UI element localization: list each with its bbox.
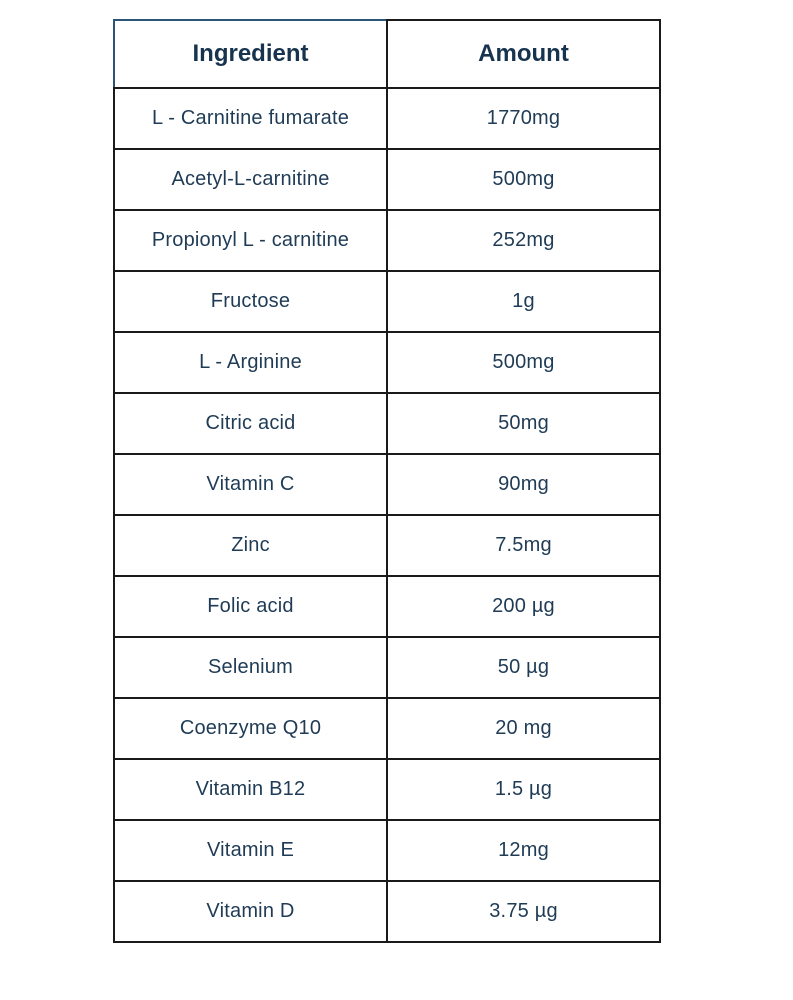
amount-cell: 500mg: [387, 149, 660, 210]
amount-cell: 3.75 µg: [387, 881, 660, 942]
ingredient-column-header: Ingredient: [114, 20, 387, 88]
ingredient-cell: L - Arginine: [114, 332, 387, 393]
amount-cell: 90mg: [387, 454, 660, 515]
table-row: [114, 698, 660, 759]
table-row: [114, 637, 660, 698]
ingredient-cell: Vitamin E: [114, 820, 387, 881]
amount-cell: 20 mg: [387, 698, 660, 759]
ingredient-cell: Propionyl L - carnitine: [114, 210, 387, 271]
ingredient-cell: L - Carnitine fumarate: [114, 88, 387, 149]
table-row: [114, 576, 660, 637]
amount-cell: 50 µg: [387, 637, 660, 698]
table-row: [114, 271, 660, 332]
amount-cell: 1770mg: [387, 88, 660, 149]
table-row: [114, 820, 660, 881]
ingredient-cell: Zinc: [114, 515, 387, 576]
ingredient-cell: Selenium: [114, 637, 387, 698]
amount-cell: 200 µg: [387, 576, 660, 637]
ingredient-cell: Vitamin B12: [114, 759, 387, 820]
table-row: [114, 515, 660, 576]
amount-cell: 1g: [387, 271, 660, 332]
ingredient-cell: Coenzyme Q10: [114, 698, 387, 759]
amount-cell: 7.5mg: [387, 515, 660, 576]
amount-cell: 12mg: [387, 820, 660, 881]
ingredient-cell: Folic acid: [114, 576, 387, 637]
amount-cell: 500mg: [387, 332, 660, 393]
table-row: [114, 88, 660, 149]
table-body: [114, 88, 660, 942]
ingredients-table: [113, 19, 661, 943]
amount-cell: 1.5 µg: [387, 759, 660, 820]
amount-cell: 252mg: [387, 210, 660, 271]
table-row: [114, 332, 660, 393]
ingredient-cell: Acetyl-L-carnitine: [114, 149, 387, 210]
header-row: [114, 20, 660, 88]
table-row: [114, 454, 660, 515]
table-row: [114, 210, 660, 271]
table-row: [114, 393, 660, 454]
amount-column-header: Amount: [387, 20, 660, 88]
ingredient-cell: Vitamin D: [114, 881, 387, 942]
ingredients-table-container: [113, 19, 659, 943]
ingredient-cell: Vitamin C: [114, 454, 387, 515]
amount-cell: 50mg: [387, 393, 660, 454]
table-row: [114, 149, 660, 210]
ingredient-cell: Citric acid: [114, 393, 387, 454]
table-row: [114, 881, 660, 942]
table-header: [114, 20, 660, 88]
table-row: [114, 759, 660, 820]
ingredient-cell: Fructose: [114, 271, 387, 332]
